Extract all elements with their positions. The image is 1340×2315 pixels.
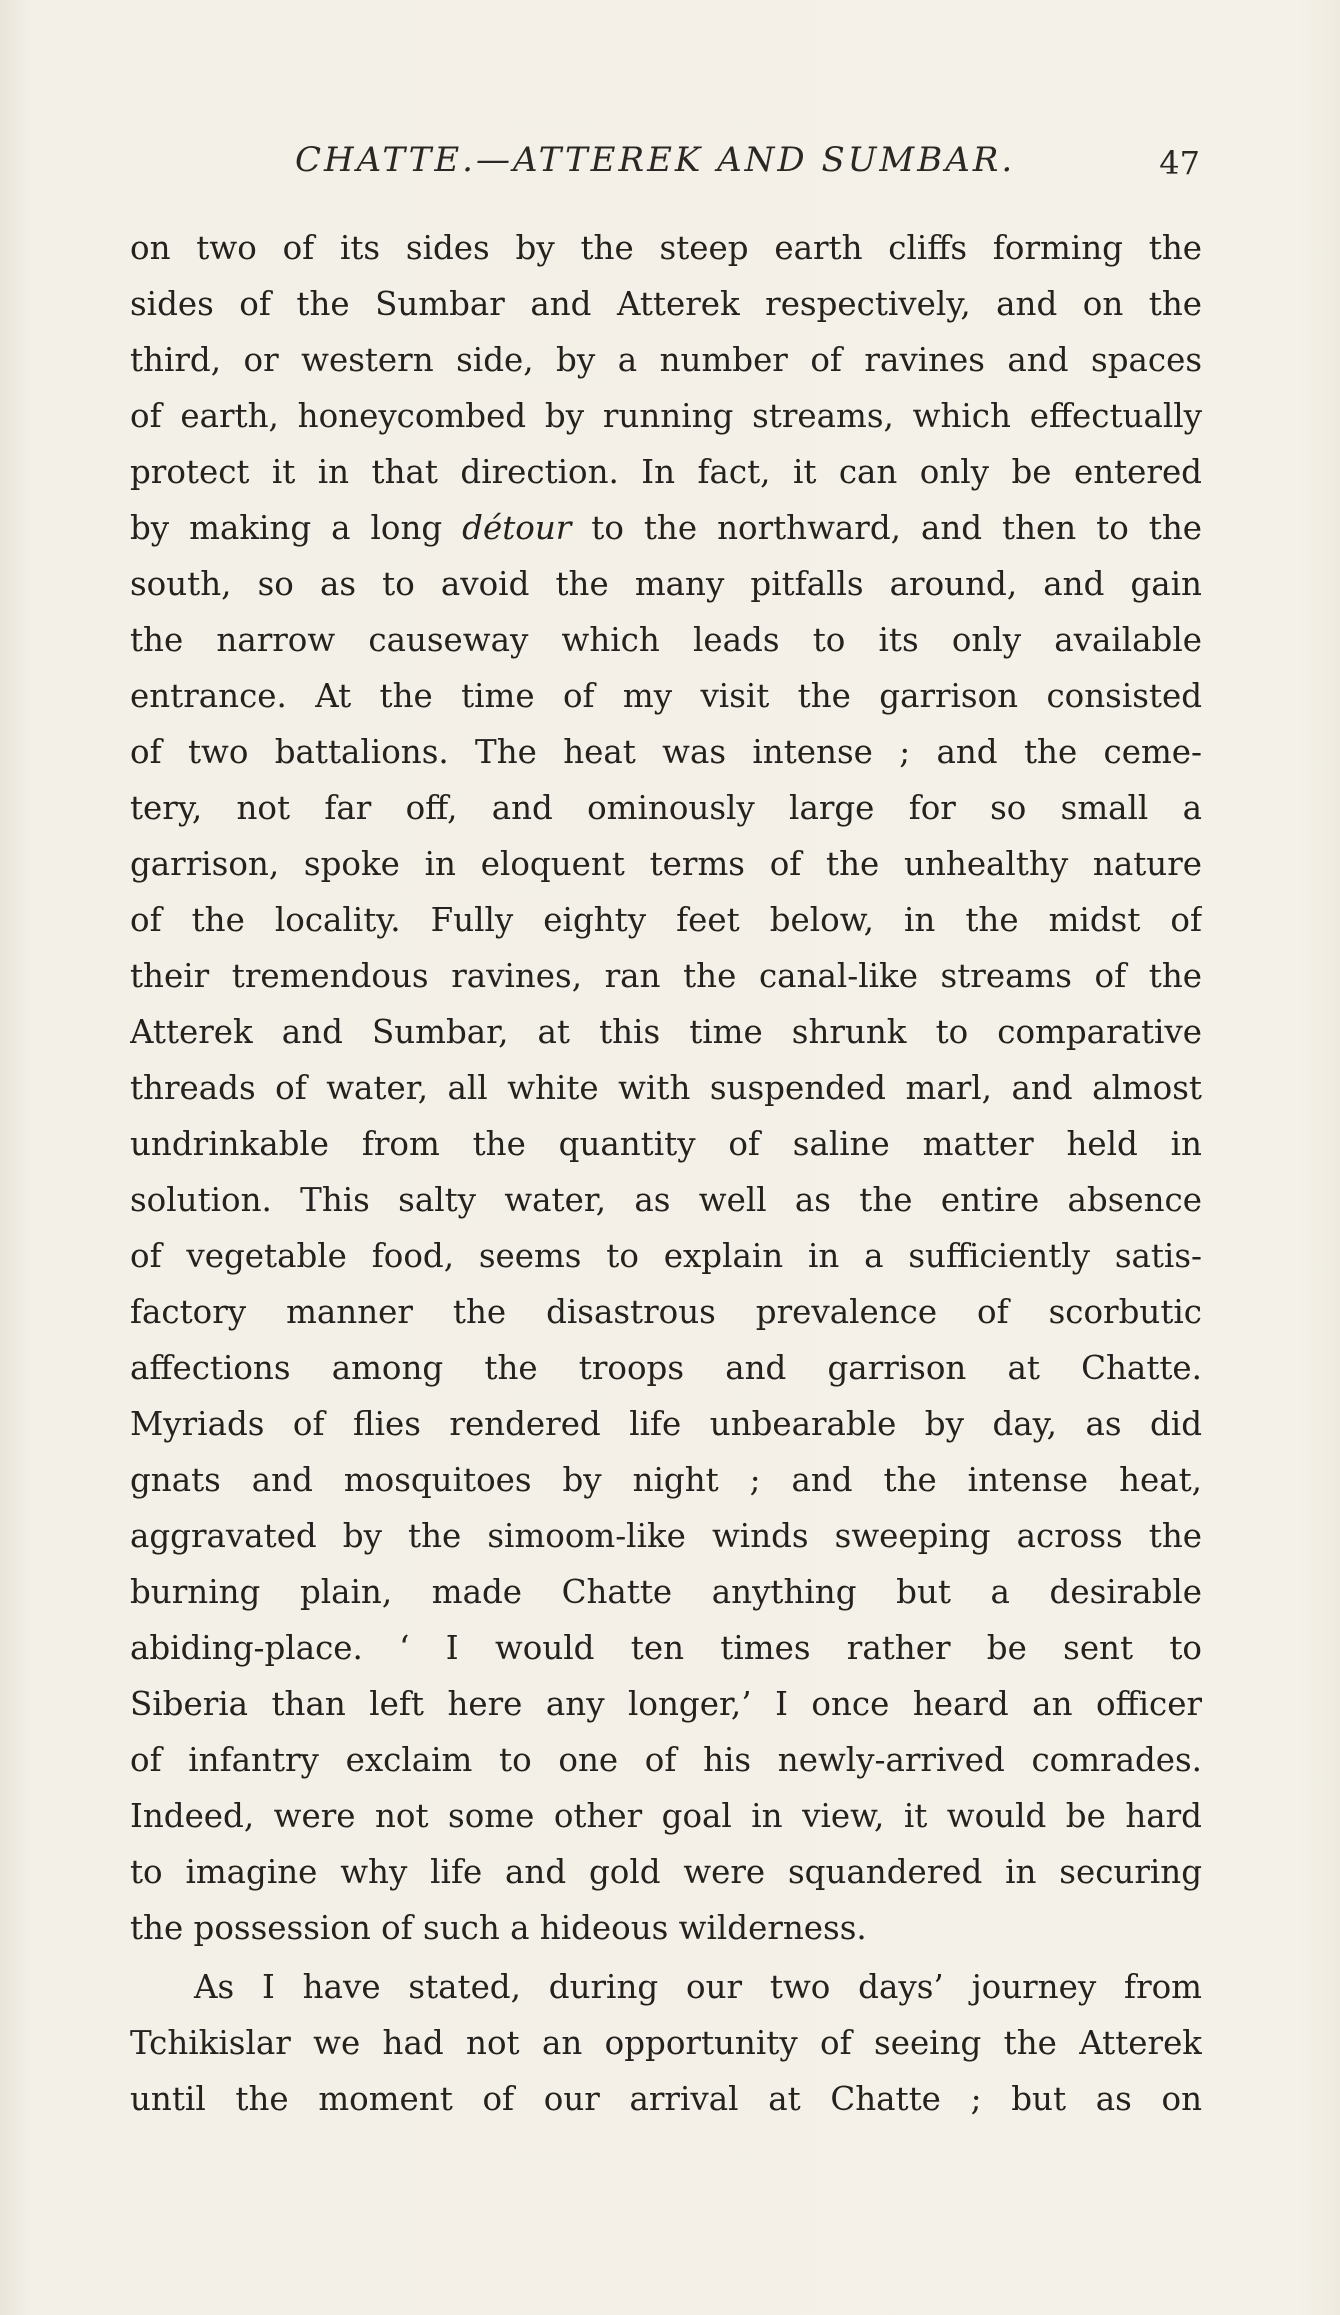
- text-line: by making a long détour to the northward, and then to the: [130, 509, 1202, 547]
- text-line: affections among the troops and garrison at Chatte.: [130, 1349, 1202, 1387]
- text-line: of vegetable food, seems to explain in a sufficiently satis-: [130, 1237, 1202, 1275]
- text-line: burning plain, made Chatte anything but a desirable: [130, 1573, 1202, 1611]
- paragraph-2: [130, 1959, 1202, 2127]
- text-line: abiding-place. ‘ I would ten times rather be sent to: [130, 1629, 1202, 1667]
- text-line: until the moment of our arrival at Chatte ; but as on: [130, 2080, 1202, 2118]
- text-line: to imagine why life and gold were squandered in securing: [130, 1853, 1202, 1891]
- text-line: factory manner the disastrous prevalence of scorbutic: [130, 1293, 1202, 1331]
- text-line: gnats and mosquitoes by night ; and the intense heat,: [130, 1461, 1202, 1499]
- text-line: of the locality. Fully eighty feet below, in the midst of: [130, 901, 1202, 939]
- text-line: their tremendous ravines, ran the canal-like streams of the: [130, 957, 1202, 995]
- running-head: [130, 140, 1200, 200]
- text-line: Atterek and Sumbar, at this time shrunk to comparative: [130, 1013, 1202, 1051]
- text-line: tery, not far off, and ominously large for so small a: [130, 789, 1202, 827]
- text-line: Indeed, were not some other goal in view, it would be hard: [130, 1797, 1202, 1835]
- running-title: CHATTE.—ATTEREK AND SUMBAR.: [295, 140, 1016, 180]
- text-line: protect it in that direction. In fact, it can only be entered: [130, 453, 1202, 491]
- text-line: aggravated by the simoom-like winds sweeping across the: [130, 1517, 1202, 1555]
- text-line: Siberia than left here any longer,’ I once heard an officer: [130, 1685, 1202, 1723]
- text-line: sides of the Sumbar and Atterek respectively, and on the: [130, 285, 1202, 323]
- text-line: of infantry exclaim to one of his newly-arrived comrades.: [130, 1741, 1202, 1779]
- text-line: Tchikislar we had not an opportunity of seeing the Atterek: [130, 2024, 1202, 2062]
- text-line: undrinkable from the quantity of saline matter held in: [130, 1125, 1202, 1163]
- text-line: of earth, honeycombed by running streams, which effectually: [130, 397, 1202, 435]
- text-line: garrison, spoke in eloquent terms of the unhealthy nature: [130, 845, 1202, 883]
- page-number: 47: [1159, 144, 1200, 182]
- text-line: solution. This salty water, as well as the entire absence: [130, 1181, 1202, 1219]
- text-line: threads of water, all white with suspended marl, and almost: [130, 1069, 1202, 1107]
- text-line: entrance. At the time of my visit the garrison consisted: [130, 677, 1202, 715]
- paragraph-1: [130, 220, 1202, 1956]
- body-text: [130, 220, 1202, 2127]
- text-line: Myriads of flies rendered life unbearable by day, as did: [130, 1405, 1202, 1443]
- text-line: on two of its sides by the steep earth cliffs forming the: [130, 229, 1202, 267]
- text-line: As I have stated, during our two days’ journey from: [194, 1968, 1202, 2006]
- text-line: the narrow causeway which leads to its only available: [130, 621, 1202, 659]
- text-line: third, or western side, by a number of ravines and spaces: [130, 341, 1202, 379]
- text-line: the possession of such a hideous wilderness.: [130, 1909, 867, 1947]
- text-line: south, so as to avoid the many pitfalls around, and gain: [130, 565, 1202, 603]
- text-line: of two battalions. The heat was intense ; and the ceme-: [130, 733, 1202, 771]
